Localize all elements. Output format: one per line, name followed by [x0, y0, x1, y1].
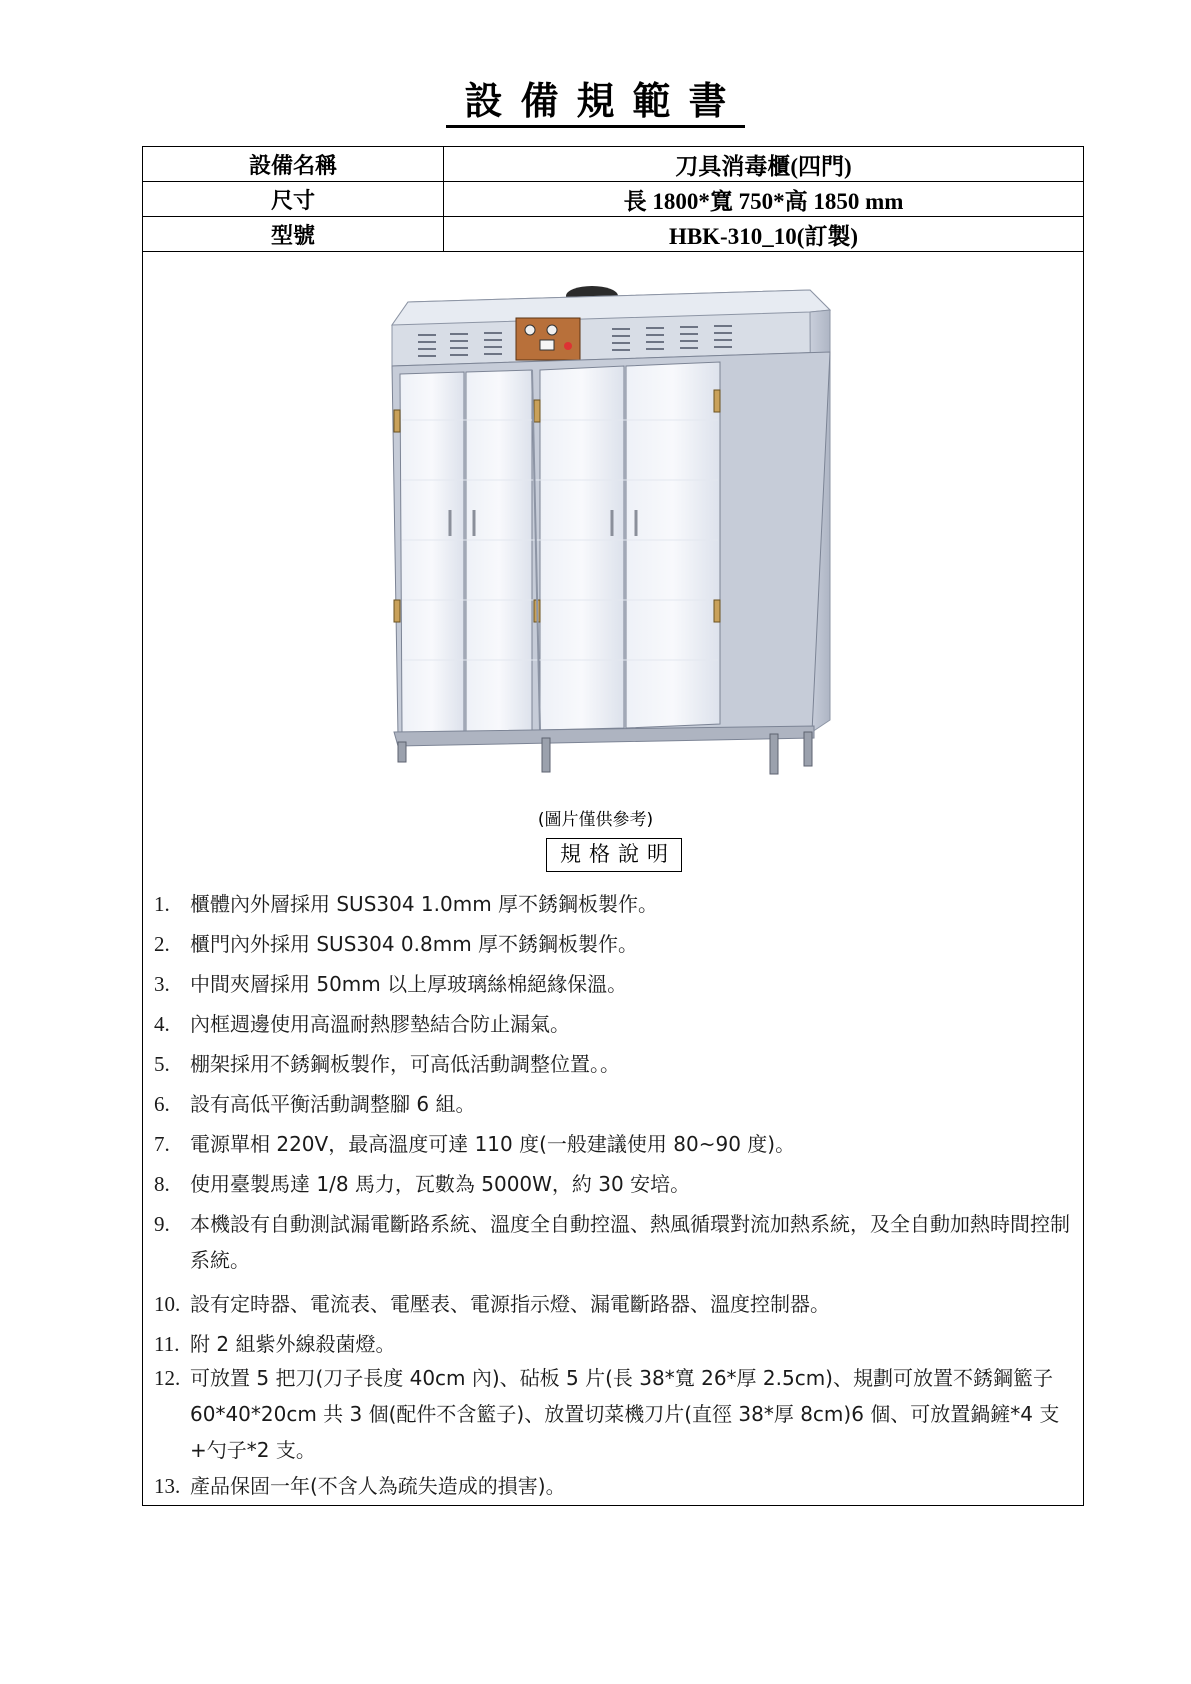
list-item: 5. 棚架採用不銹鋼板製作，可高低活動調整位置。。 [154, 1052, 620, 1076]
photo-caption: (圖片僅供參考) [537, 810, 654, 830]
list-item: 2. 櫃門內外採用 SUS304 0.8mm 厚不銹鋼板製作。 [154, 932, 639, 956]
spec-table [142, 146, 1084, 252]
list-item: 7. 電源單相 220V，最高溫度可達 110 度(一般建議使用 80~90 度)。 [154, 1132, 796, 1156]
row-label-size: 尺寸 [143, 182, 444, 217]
row-label-model: 型號 [143, 217, 444, 252]
table-row [143, 182, 1084, 217]
list-item: 3. 中間夾層採用 50mm 以上厚玻璃絲棉絕緣保溫。 [154, 972, 628, 996]
list-item: 11. 附 2 組紫外線殺菌燈。 [154, 1332, 396, 1356]
table-row [143, 217, 1084, 252]
product-photo [380, 280, 840, 792]
row-value-size: 長 1800*寬 750*高 1850 mm [444, 182, 1084, 217]
document-title: 設備規範書 [0, 70, 1191, 125]
list-item: 1. 櫃體內外層採用 SUS304 1.0mm 厚不銹鋼板製作。 [154, 892, 659, 916]
row-label-name: 設備名稱 [143, 147, 444, 182]
row-value-name: 刀具消毒櫃(四門) [444, 147, 1084, 182]
list-item: 13. 產品保固一年(不含人為疏失造成的損害)。 [154, 1474, 566, 1498]
list-item: 9. 本機設有自動測試漏電斷路系統、溫度全自動控溫、熱風循環對流加熱系統，及全自動加熱時間控制系統。 [154, 1212, 1070, 1272]
table-row [143, 147, 1084, 182]
list-item: 12. 可放置 5 把刀(刀子長度 40cm 內)、砧板 5 片(長 38*寬 26*厚 2.5cm)、規劃可放置不銹鋼籃子 60*40*20cm 共 3 個(配件不含籃子)、放置切菜機刀片(直徑 38*厚 8cm)6 個、可放置鍋鏟*4 支+勺子*2 支。 [154, 1366, 1060, 1462]
list-item: 6. 設有高低平衡活動調整腳 6 組。 [154, 1092, 476, 1116]
list-item: 10. 設有定時器、電流表、電壓表、電源指示燈、漏電斷路器、溫度控制器。 [154, 1292, 830, 1316]
spec-heading: 規格說明 [546, 838, 682, 872]
row-value-model: HBK-310_10(訂製) [444, 217, 1084, 252]
list-item: 8. 使用臺製馬達 1/8 馬力，瓦數為 5000W，約 30 安培。 [154, 1172, 691, 1196]
list-item: 4. 內框週邊使用高溫耐熱膠墊結合防止漏氣。 [154, 1012, 570, 1036]
